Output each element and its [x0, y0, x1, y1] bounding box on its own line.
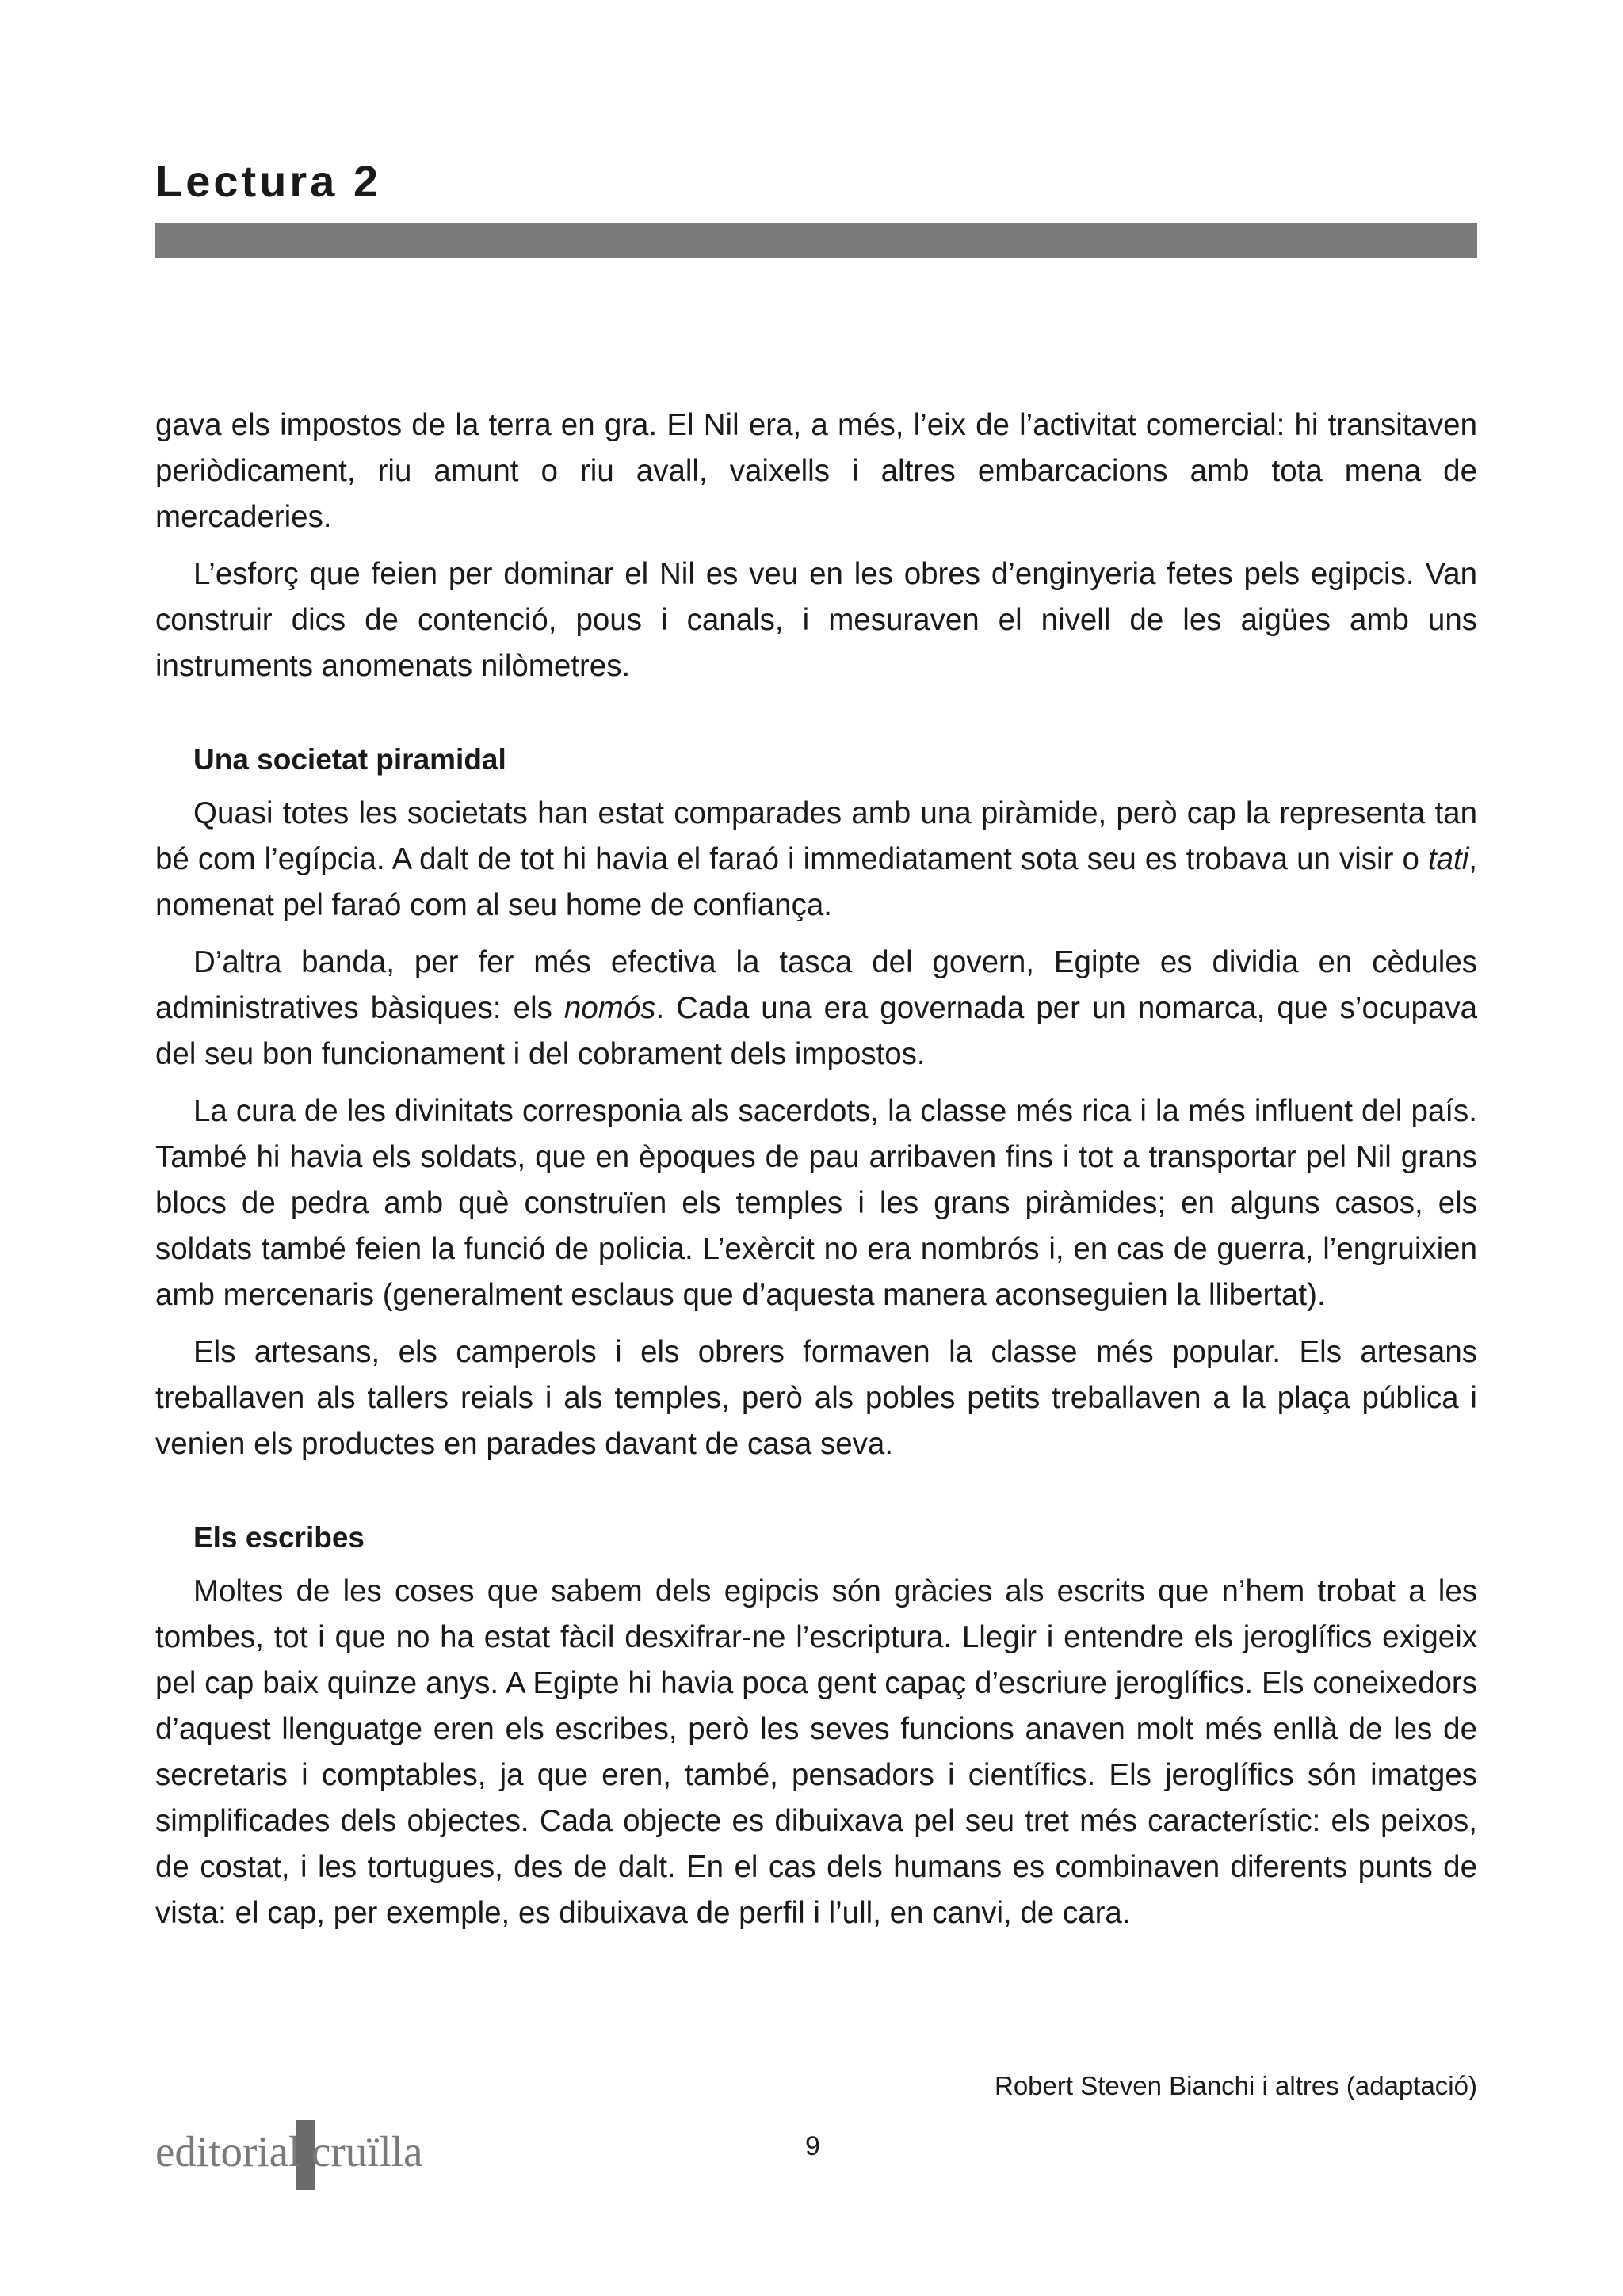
paragraph [155, 940, 1477, 1077]
page-number: 9 [805, 2131, 820, 2161]
paragraph: L’esforç que feien per dominar el Nil es veu en les obres d’enginyeria fetes pels egipcis. Van construir dics de contenció, pous i canals, i mesuraven el nivell de les aigües amb uns instruments anomenats nilòmetres. [155, 557, 1477, 683]
section-heading-escribes: Els escribes [193, 1521, 365, 1554]
paragraph: gava els impostos de la terra en gra. El Nil era, a més, l’eix de l’activitat comercial: hi transitaven periòdicament, riu amunt o riu avall, vaixells i altres embarcacions amb tota mena de mercaderies. [155, 408, 1477, 534]
paragraph-text: Quasi totes les societats han estat comparades amb una piràmide, però cap la representa tan bé com l’egípcia. A dalt de tot hi havia el faraó i immediatament sota seu es trobava un visir o [155, 796, 1477, 876]
paragraph: Moltes de les coses que sabem dels egipcis són gràcies als escrits que n’hem trobat a les tombes, tot i que no ha estat fàcil desxifrar-ne l’escriptura. Llegir i entendre els jeroglífics exigeix pel cap baix quinze anys. A Egipte hi havia poca gent capaç d’escriure jeroglífics. Els coneixedors d’aquest llenguatge eren els escribes, però les seves funcions anaven molt més enllà de les de secretaris i comptables, ja que eren, també, pensadors i científics. Els jeroglífics són imatges simplificades dels objectes. Cada objecte es dibuixava pel seu tret més característic: els peixos, de costat, i les tortugues, des de dalt. En el cas dels humans es combinaven diferents punts de vista: el cap, per exemple, es dibuixava de perfil i l’ull, en canvi, de cara. [155, 1574, 1477, 1930]
emphasis-term: nomós [563, 991, 656, 1025]
publisher-logo [155, 2120, 423, 2191]
source-attribution: Robert Steven Bianchi i altres (adaptació) [995, 2071, 1477, 2100]
emphasis-term: tati [1427, 842, 1469, 876]
article-body [155, 402, 1477, 1947]
paragraph: Els artesans, els camperols i els obrers formaven la classe més popular. Els artesans treballaven als tallers reials i als temples, però als pobles petits treballaven a la plaça pública i venien els productes en parades davant de casa seva. [155, 1335, 1477, 1461]
paragraph: La cura de les divinitats corresponia als sacerdots, la classe més rica i la més influent del país. També hi havia els soldats, que en èpoques de pau arribaven fins i tot a transportar pel Nil grans blocs de pedra amb què construïen els temples i les grans piràmides; en alguns casos, els soldats també feien la funció de policia. L’exèrcit no era nombrós i, en cas de guerra, l’engruixien amb mercenaris (generalment esclaus que d’aquesta manera aconseguien la llibertat). [155, 1094, 1477, 1312]
paragraph-text: , nomenat pel faraó com al seu home de confiança. [155, 842, 1477, 922]
paragraph [155, 791, 1477, 929]
publisher-name: editorial cruïlla [155, 2127, 423, 2176]
page-title: Lectura 2 [155, 156, 381, 206]
paragraph-text: . Cada una era governada per un nomarca, que s’ocupava del seu bon funcionament i del cobrament dels impostos. [155, 991, 1478, 1071]
paragraph-text: D’altra banda, per fer més efectiva la tasca del govern, Egipte es dividia en cèdules administratives bàsiques: els [155, 945, 1477, 1025]
section-heading-societat: Una societat piramidal [193, 743, 506, 776]
header-bar [155, 223, 1477, 258]
